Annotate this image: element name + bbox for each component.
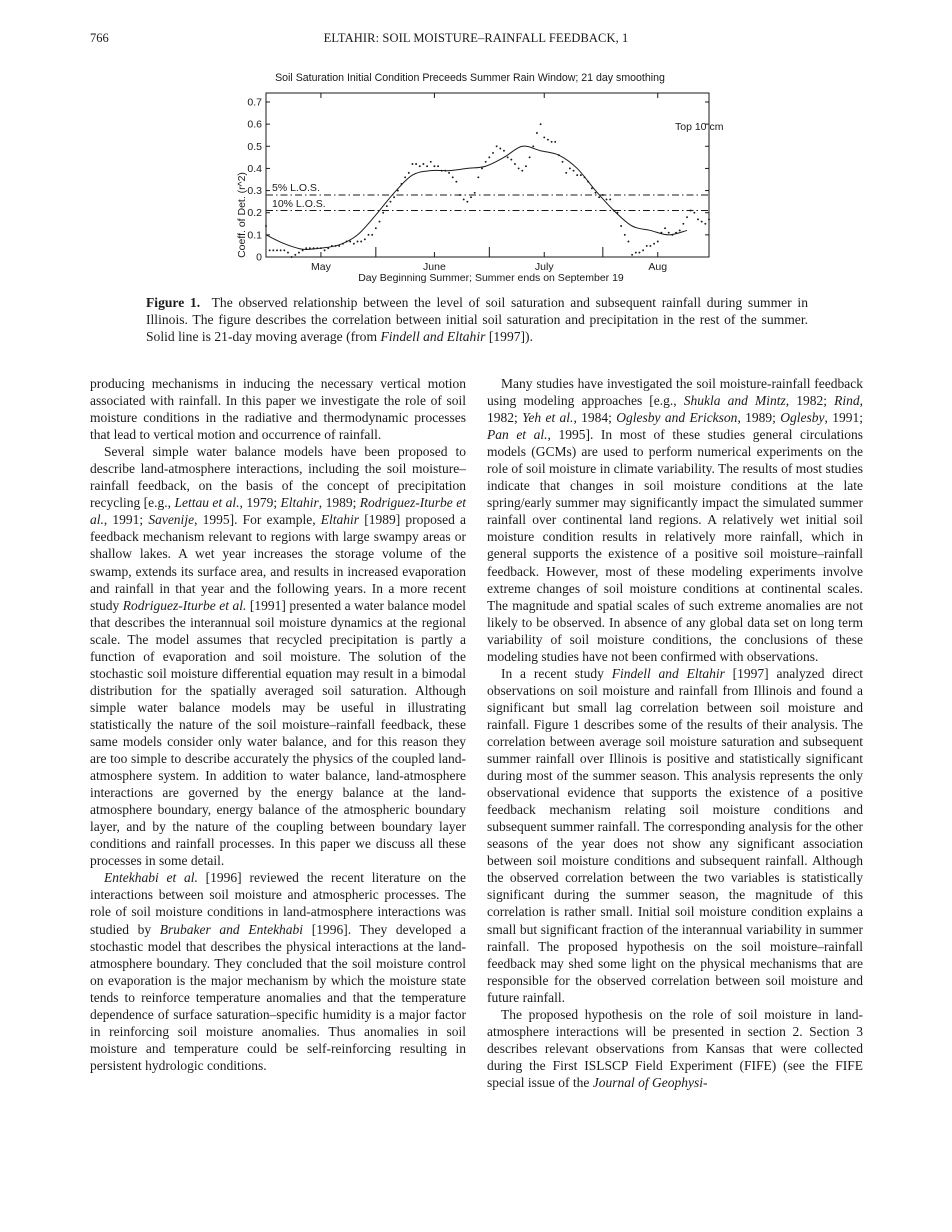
paragraph: In a recent study Findell and Eltahir [1997] analyzed direct observations on soil moisture and rainfall from Illinois and found a significant but small lag correlation between soil moisture and rainfall. Figure 1 describes some of the results of their analysis. The correlation between average soil moisture saturation and subsequent summer rainfall over Illinois is positive and statistically significant during most of the summer season. This analysis represents the only observational evidence that supports the existence of a positive feedback mechanism relating soil moisture conditions and subsequent summer rainfall. The corresponding analysis for the other seasons of the year does not show any significant association between soil moisture conditions and subsequent rainfall. Although the observed correlation between the two variables is statistically significant during the summer season, the magnitude of this correlation is rather small. Initial soil moisture condition explains a small but significant fraction of the interannual variability in summer rainfall. The proposed hypothesis on the soil moisture–rainfall feedback may shed some light on the physical mechanisms that are responsible for the observed correlation between soil moisture and future rainfall. bbox=[487, 665, 863, 1005]
significance-lines bbox=[266, 195, 709, 211]
citation: Rind bbox=[834, 393, 860, 409]
page-number: 766 bbox=[90, 31, 109, 45]
chart-title: Soil Saturation Initial Condition Preceeds Summer Rain Window; 21 day smoothing bbox=[275, 72, 665, 84]
los5-label: 5% L.O.S. bbox=[272, 182, 320, 194]
citation: Shukla and Mintz bbox=[683, 393, 786, 409]
paragraph: producing mechanisms in inducing the necessary vertical motion associated with rainfall. In this paper we investigate the role of soil moisture conditions in the radiative and thermodynamic processes that lead to vertical motion and occurrence of rainfall. bbox=[90, 376, 466, 443]
citation: Brubaker and Entekhabi bbox=[159, 921, 304, 937]
figure-label: Figure 1. bbox=[146, 295, 201, 310]
citation: Entekhabi et al. bbox=[104, 870, 198, 886]
caption-text: The observed relationship between the level of soil saturation and subsequent rainfall during summer in Illinois. The figure describes the correlation between initial soil saturation and precipitation in the rest of the summer. Solid line is 21-day moving average (from bbox=[146, 295, 808, 344]
svg-text:0.3: 0.3 bbox=[247, 185, 262, 198]
svg-text:June: June bbox=[423, 261, 446, 273]
citation: Yeh et al. bbox=[522, 410, 574, 426]
citation: Oglesby and Erickson bbox=[616, 410, 738, 426]
svg-text:0.7: 0.7 bbox=[247, 96, 262, 109]
svg-text:0.4: 0.4 bbox=[247, 162, 262, 175]
figure-1 bbox=[225, 68, 725, 288]
y-axis-ticks bbox=[247, 97, 709, 264]
paragraph: Several simple water balance models have been proposed to describe land-atmosphere interactions, including the soil moisture–rainfall feedback, on the basis of the concept of precipitation recycling [e.g., Lettau et al., 1979; Eltahir, 1989; Rodriguez-Iturbe et al., 1991; Savenije, 1995]. For example, Eltahir [1989] proposed a feedback mechanism relevant to regions with large swampy areas or shallow lakes. A wet year increases the storage volume of the swamp, extends its surface area, and results in increased evaporation and rainfall in that year and the following years. In a more recent study Rodriguez-Iturbe et al. [1991] presented a water balance model that describes the interannual soil moisture dynamics at the regional scale. The model assumes that recycled precipitation is partly a function of evaporation and soil moisture. The solution of the stochastic soil moisture differential equation may result in a bimodal distribution for the spatially averaged soil saturation. Although simple water balance models may be useful in illustrating statistically the nature of the soil moisture–rainfall feedback, these same models consider only water balance, and for this reason they are too simple to describe accurately the physics of the coupled land-atmosphere system. In addition to water balance, land-atmosphere interactions are governed by the energy balance at the land-atmosphere boundary, energy balance of the atmospheric boundary layer, and by the nature of the coupling between boundary layer conditions and rainfall processes. In this paper we discuss all these processes in some detail. bbox=[90, 444, 467, 869]
figure-caption bbox=[146, 294, 808, 345]
citation: Rodriguez-Iturbe et al. bbox=[122, 597, 247, 613]
svg-text:0.1: 0.1 bbox=[247, 229, 262, 242]
citation: Eltahir bbox=[280, 495, 319, 511]
svg-text:Aug: Aug bbox=[648, 261, 668, 273]
citation: Journal of Geophysi- bbox=[592, 1074, 708, 1090]
x-axis-label: Day Beginning Summer; Summer ends on September 19 bbox=[358, 272, 624, 284]
citation: Lettau et al. bbox=[174, 495, 240, 511]
caption-citation: Findell and Eltahir bbox=[380, 329, 486, 344]
chart bbox=[225, 68, 725, 288]
citation: Rodriguez-Iturbe et al. bbox=[90, 495, 466, 528]
x-axis-ticks bbox=[311, 93, 667, 273]
citation: Findell and Eltahir bbox=[611, 665, 725, 681]
caption-text-end: [1997]). bbox=[485, 329, 533, 344]
paragraph: Many studies have investigated the soil moisture-rainfall feedback using modeling approaches [e.g., Shukla and Mintz, 1982; Rind, 1982; Yeh et al., 1984; Oglesby and Erickson, 1989; Oglesby, 1991; Pan et al., 1995]. In most of these studies general circulations models (GCMs) are used to perform numerical experiments on the role of soil moisture in climate variability. The results of most studies indicate that changes in soil moisture conditions at the late spring/early summer may significantly impact the simulated summer rainfall over continental land regions. A relatively wet initial soil moisture condition results in relatively more rainfall, which in general supports the existence of a positive soil moisture–rainfall feedback. However, most of these modeling experiments involve extreme changes of soil moisture conditions at continental scales. The magnitude and spatial scales of such extreme anomalies are not likely to be observed. In absence of any global data set on long term variability of soil moisture conditions, the conclusions of these modeling studies have not been confirmed with observations. bbox=[487, 376, 863, 664]
citation: Eltahir bbox=[320, 512, 360, 528]
right-column bbox=[487, 375, 863, 1091]
svg-text:July: July bbox=[534, 261, 554, 273]
depth-annotation: Top 10 cm bbox=[675, 121, 724, 133]
left-column bbox=[90, 375, 466, 1074]
los10-label: 10% L.O.S. bbox=[272, 198, 326, 210]
citation: Savenije bbox=[148, 512, 195, 528]
y-axis-label: Coeff. of Det. (r^2) bbox=[236, 172, 248, 258]
svg-text:May: May bbox=[310, 261, 331, 273]
paragraph: Entekhabi et al. [1996] reviewed the recent literature on the interactions between soil moisture and atmospheric processes. The role of soil moisture conditions in land-atmosphere interactions was studied by Brubaker and Entekhabi [1996]. They developed a stochastic model that describes the physical interactions at the land-atmosphere boundary. They concluded that the soil moisture control on evaporation is the major mechanism by which the moisture state tends to reinforce temperature anomalies and that the temperature dependence of surface saturation–specific humidity is a major factor in reinforcing soil moisture anomalies. Thus anomalies in soil moisture and temperature could be self-reinforcing resulting in persistent hydrologic conditions. bbox=[90, 870, 466, 1073]
running-title: ELTAHIR: SOIL MOISTURE–RAINFALL FEEDBACK, 1 bbox=[323, 31, 629, 45]
svg-text:0: 0 bbox=[256, 251, 262, 264]
svg-text:0.5: 0.5 bbox=[247, 140, 262, 153]
daily-points bbox=[265, 123, 710, 258]
plot-frame bbox=[266, 93, 709, 257]
paragraph: The proposed hypothesis on the role of soil moisture in land-atmosphere interactions will be presented in section 2. Section 3 describes relevant observations from Kansas that were collected during the First ISLSCP Field Experiment (FIFE) (see the FIFE special issue of the Journal of Geophysi- bbox=[487, 1006, 863, 1090]
citation: Pan et al. bbox=[487, 427, 548, 443]
svg-text:0.6: 0.6 bbox=[247, 118, 262, 131]
moving-average-line bbox=[266, 146, 687, 249]
running-header bbox=[90, 31, 862, 49]
svg-text:0.2: 0.2 bbox=[247, 207, 262, 220]
citation: Oglesby bbox=[780, 410, 825, 426]
